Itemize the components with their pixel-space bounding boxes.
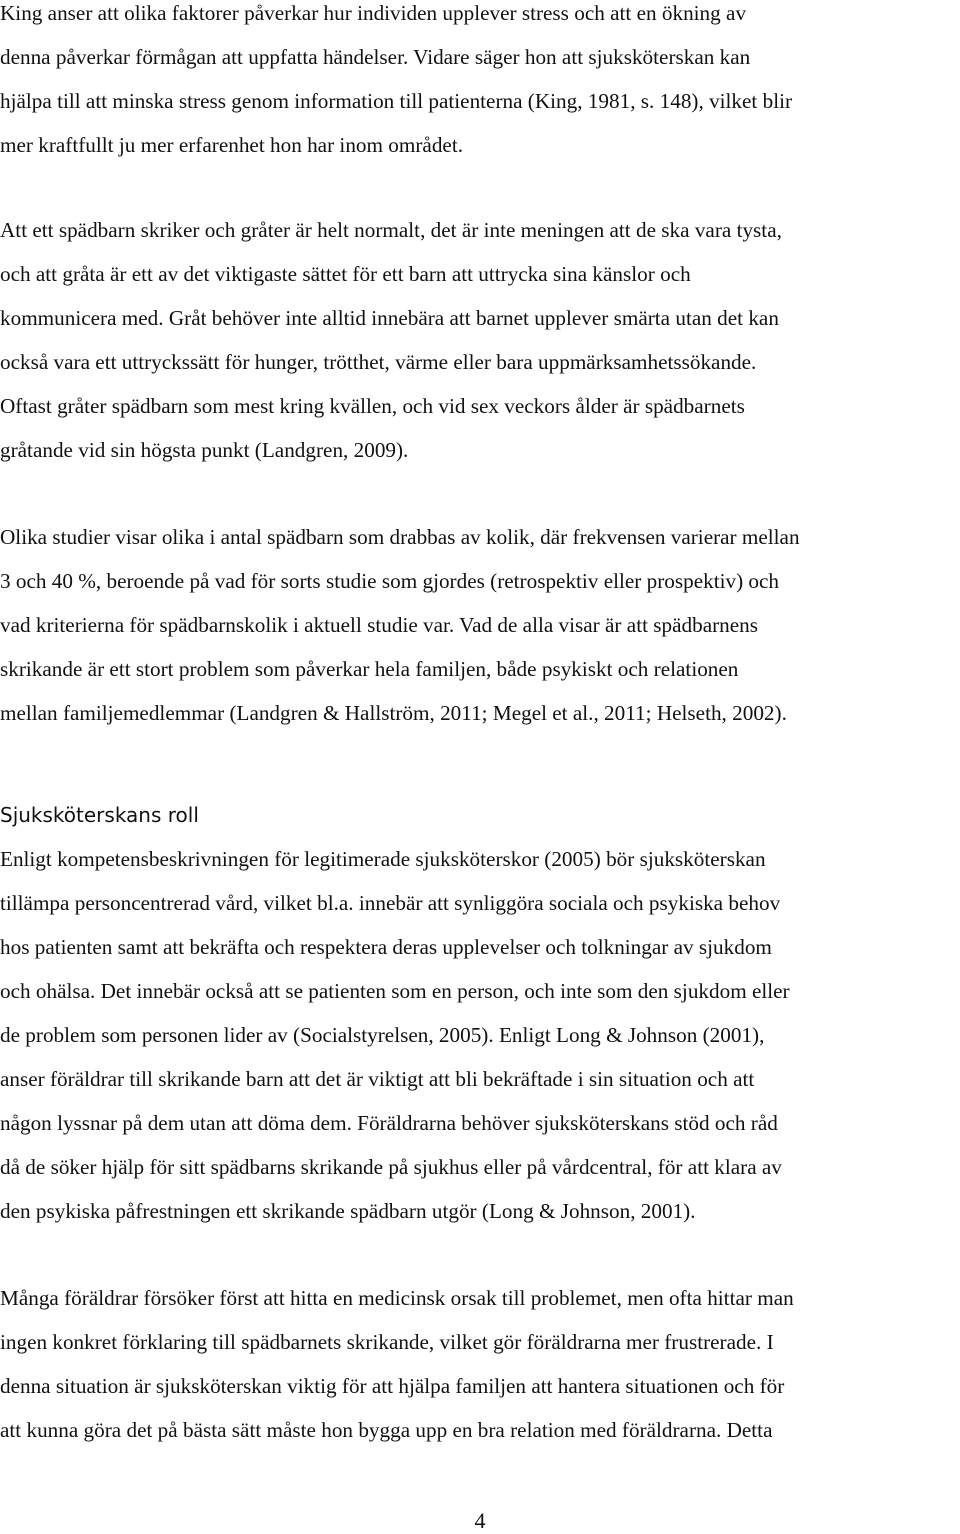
text-line: Oftast gråter spädbarn som mest kring kvällen, och vid sex veckors ålder är spädbarnets	[0, 394, 745, 418]
text-line: denna situation är sjuksköterskan viktig för att hjälpa familjen att hantera situationen och för	[0, 1374, 785, 1398]
text-line: att kunna göra det på bästa sätt måste hon bygga upp en bra relation med föräldrarna. Detta	[0, 1418, 773, 1442]
text-line: och ohälsa. Det innebär också att se patienten som en person, och inte som den sjukdom eller	[0, 979, 790, 1003]
text-line: hos patienten samt att bekräfta och respektera deras upplevelser och tolkningar av sjukdom	[0, 935, 772, 959]
text-line: Olika studier visar olika i antal spädbarn som drabbas av kolik, där frekvensen varierar mellan	[0, 525, 800, 549]
paragraph-king-stress	[0, 0, 960, 167]
text-line: 3 och 40 %, beroende på vad för sorts studie som gjordes (retrospektiv eller prospektiv) och	[0, 569, 780, 593]
text-line: och att gråta är ett av det viktigaste sättet för ett barn att uttrycka sina känslor och	[0, 262, 691, 286]
paragraph-colic-studies	[0, 515, 960, 735]
text-line: någon lyssnar på dem utan att döma dem. Föräldrarna behöver sjuksköterskans stöd och råd	[0, 1111, 778, 1135]
text-line: tillämpa personcentrerad vård, vilket bl.a. innebär att synliggöra sociala och psykiska behov	[0, 891, 781, 915]
text-line: mer kraftfullt ju mer erfarenhet hon har inom området.	[0, 133, 464, 157]
text-line: hjälpa till att minska stress genom information till patienterna (King, 1981, s. 148), vilket blir	[0, 89, 793, 113]
text-line: Många föräldrar försöker först att hitta en medicinsk orsak till problemet, men ofta hittar man	[0, 1286, 794, 1310]
section-nurse-role	[0, 793, 960, 1233]
text-line: Enligt kompetensbeskrivningen för legitimerade sjuksköterskor (2005) bör sjuksköterskan	[0, 847, 766, 871]
text-line: King anser att olika faktorer påverkar hur individen upplever stress och att en ökning av	[0, 1, 747, 25]
text-line: då de söker hjälp för sitt spädbarns skrikande på sjukhus eller på vårdcentral, för att klara av	[0, 1155, 782, 1179]
text-line: vad kriterierna för spädbarnskolik i aktuell studie var. Vad de alla visar är att spädbarnens	[0, 613, 758, 637]
text-line: mellan familjemedlemmar (Landgren & Hallström, 2011; Megel et al., 2011; Helseth, 2002).	[0, 701, 787, 725]
text-line: Att ett spädbarn skriker och gråter är helt normalt, det är inte meningen att de ska vara tysta,	[0, 218, 782, 242]
text-line: anser föräldrar till skrikande barn att det är viktigt att bli bekräftade i sin situation och att	[0, 1067, 755, 1091]
text-line: de problem som personen lider av (Socialstyrelsen, 2005). Enligt Long & Johnson (2001),	[0, 1023, 765, 1047]
text-line: skrikande är ett stort problem som påverkar hela familjen, både psykiskt och relationen	[0, 657, 739, 681]
text-line: ingen konkret förklaring till spädbarnets skrikande, vilket gör föräldrarna mer frustrerade. I	[0, 1330, 774, 1354]
text-line: den psykiska påfrestningen ett skrikande spädbarn utgör (Long & Johnson, 2001).	[0, 1199, 696, 1223]
section-heading: Sjuksköterskans roll	[0, 803, 199, 827]
paragraph-parents-search	[0, 1276, 960, 1452]
text-line: också vara ett uttryckssätt för hunger, trötthet, värme eller bara uppmärksamhetssökande.	[0, 350, 757, 374]
text-line: kommunicera med. Gråt behöver inte alltid innebära att barnet upplever smärta utan det kan	[0, 306, 779, 330]
text-line: gråtande vid sin högsta punkt (Landgren, 2009).	[0, 438, 409, 462]
paragraph-infant-crying	[0, 208, 960, 472]
page-number: 4	[474, 1508, 486, 1533]
text-line: denna påverkar förmågan att uppfatta händelser. Vidare säger hon att sjuksköterskan kan	[0, 45, 751, 69]
